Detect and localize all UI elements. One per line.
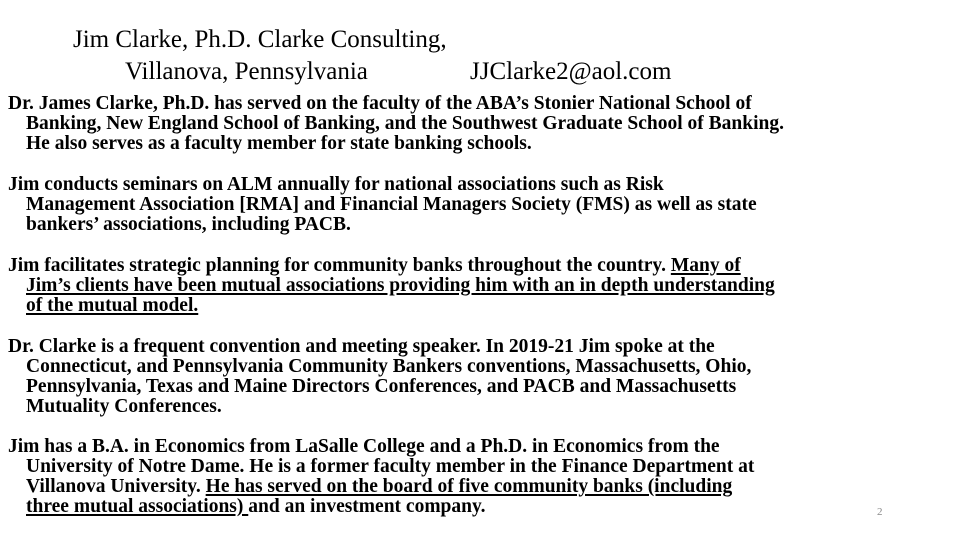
paragraph-1-line xyxy=(8,94,752,114)
header-name-company: Jim Clarke, Ph.D. Clarke Consulting, xyxy=(73,26,447,53)
text-segment: Villanova University. xyxy=(26,476,206,497)
header-email: JJClarke2@aol.com xyxy=(470,58,672,85)
paragraph-5-line xyxy=(26,477,732,497)
underlined-text: three mutual associations) xyxy=(26,496,249,517)
text-segment: Jim facilitates strategic planning for community banks throughout the country. xyxy=(8,255,671,276)
text-segment: Management Association [RMA] and Financial Managers Society (FMS) as well as state xyxy=(26,194,757,215)
text-segment: He also serves as a faculty member for state banking schools. xyxy=(26,133,532,154)
text-segment: Dr. Clarke is a frequent convention and meeting speaker. In 2019-21 Jim spoke at the xyxy=(8,336,715,357)
paragraph-1-line xyxy=(26,114,784,134)
text-segment: and an investment company. xyxy=(248,496,486,517)
text-segment: Mutuality Conferences. xyxy=(26,396,222,417)
paragraph-4-line xyxy=(26,357,751,377)
paragraph-4-line xyxy=(26,377,736,397)
text-segment: Jim has a B.A. in Economics from LaSalle College and a Ph.D. in Economics from the xyxy=(8,436,720,457)
text-segment: University of Notre Dame. He is a former faculty member in the Finance Department at xyxy=(26,456,755,477)
paragraph-4-line xyxy=(8,337,715,357)
paragraph-5-line xyxy=(26,457,754,477)
text-segment: bankers’ associations, including PACB. xyxy=(26,214,351,235)
text-segment: Dr. James Clarke, Ph.D. has served on the faculty of the ABA’s Stonier National School of xyxy=(8,93,752,114)
underlined-text: He has served on the board of five community banks (including xyxy=(205,476,733,497)
paragraph-3-line xyxy=(26,276,775,296)
paragraph-2-line xyxy=(26,215,351,235)
paragraph-3-line xyxy=(8,256,741,276)
paragraph-2-line xyxy=(26,195,757,215)
text-segment: Banking, New England School of Banking, and the Southwest Graduate School of Banking. xyxy=(26,113,784,134)
paragraph-2-line xyxy=(8,175,664,195)
text-segment: Connecticut, and Pennsylvania Community Bankers conventions, Massachusetts, Ohio, xyxy=(26,356,752,377)
paragraph-3-line xyxy=(26,296,198,316)
text-segment: Pennsylvania, Texas and Maine Directors Conferences, and PACB and Massachusetts xyxy=(26,376,737,397)
underlined-text: of the mutual model. xyxy=(26,295,199,316)
page-number: 2 xyxy=(877,506,883,518)
paragraph-1-line xyxy=(26,134,532,154)
paragraph-4-line xyxy=(26,397,222,417)
paragraph-5-line xyxy=(8,437,720,457)
paragraph-5-line xyxy=(26,497,486,517)
text-segment: Jim conducts seminars on ALM annually for national associations such as Risk xyxy=(8,174,664,195)
underlined-text: Jim’s clients have been mutual associations providing him with an in depth understanding xyxy=(26,275,775,296)
underlined-text: Many of xyxy=(670,255,741,276)
header-location: Villanova, Pennsylvania xyxy=(125,58,368,85)
